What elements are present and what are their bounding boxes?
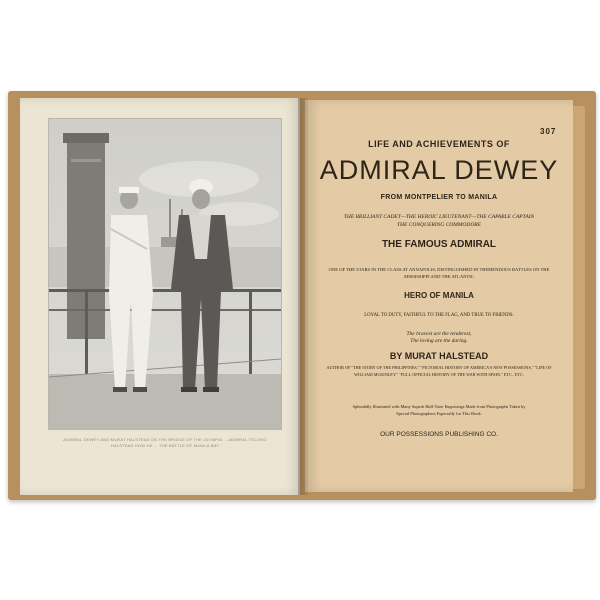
subtitle-from: FROM MONTPELIER TO MANILA (380, 194, 498, 201)
stars-line-2: MISSISSIPPI AND THE ATLANTIC (404, 274, 474, 279)
page-number: 307 (540, 127, 557, 136)
epithets-line-2: THE CONQUERING COMMODORE (396, 222, 482, 228)
frontispiece-caption: ADMIRAL DEWEY AND MURAT HALSTEAD ON THE BRIDGE OF THE OLYMPIA ... ADMIRAL TELLING HALSTEAD HOW HE ... THE BATTLE OF MANILA BAY (63, 437, 267, 448)
author-works-line-2: WILLIAM MCKINLEY," "FULL OFFICIAL HISTORY OF THE WAR WITH SPAIN," ETC., ETC. (354, 372, 524, 377)
engraving-illustration (49, 119, 281, 429)
quote-line-1: The bravest are the tenderest, (406, 331, 472, 337)
hero-heading: HERO OF MANILA (404, 291, 474, 300)
epithets-line-1: THE BRILLIANT CADET—THE HEROIC LIEUTENANT—THE CAPABLE CAPTAIN (343, 214, 535, 220)
author-works-line-1: AUTHOR OF "THE STORY OF THE PHILIPPINES," "PICTORIAL HISTORY OF AMERICA'S NEW POSSESSIONS," "LIFE OF (326, 365, 552, 370)
life-line: LIFE AND ACHIEVEMENTS OF (368, 139, 510, 149)
loyal-line: LOYAL TO DUTY, FAITHFUL TO THE FLAG, AND TRUE TO FRIENDS. (364, 313, 514, 318)
famous-admiral-heading: THE FAMOUS ADMIRAL (381, 239, 497, 250)
illustrated-line-1: Splendidly Illustrated with Many Superb Half-Tone Engravings Made from Photographs Taken by (352, 404, 526, 409)
quote-line-2: The loving are the daring. (410, 338, 468, 344)
book-title: ADMIRAL DEWEY (319, 155, 559, 185)
illustrated-line-2: Special Photographers Especially for This Book. (396, 411, 482, 416)
frontispiece-engraving (48, 118, 282, 430)
publisher-line: OUR POSSESSIONS PUBLISHING CO. (380, 431, 498, 438)
author-byline: BY MURAT HALSTEAD (389, 351, 489, 361)
stars-line-1: ONE OF THE STARS IN THE CLASS AT ANNAPOLIS, DISTINGUISHED IN TREMENDOUS BATTLES ON THE (328, 267, 550, 272)
